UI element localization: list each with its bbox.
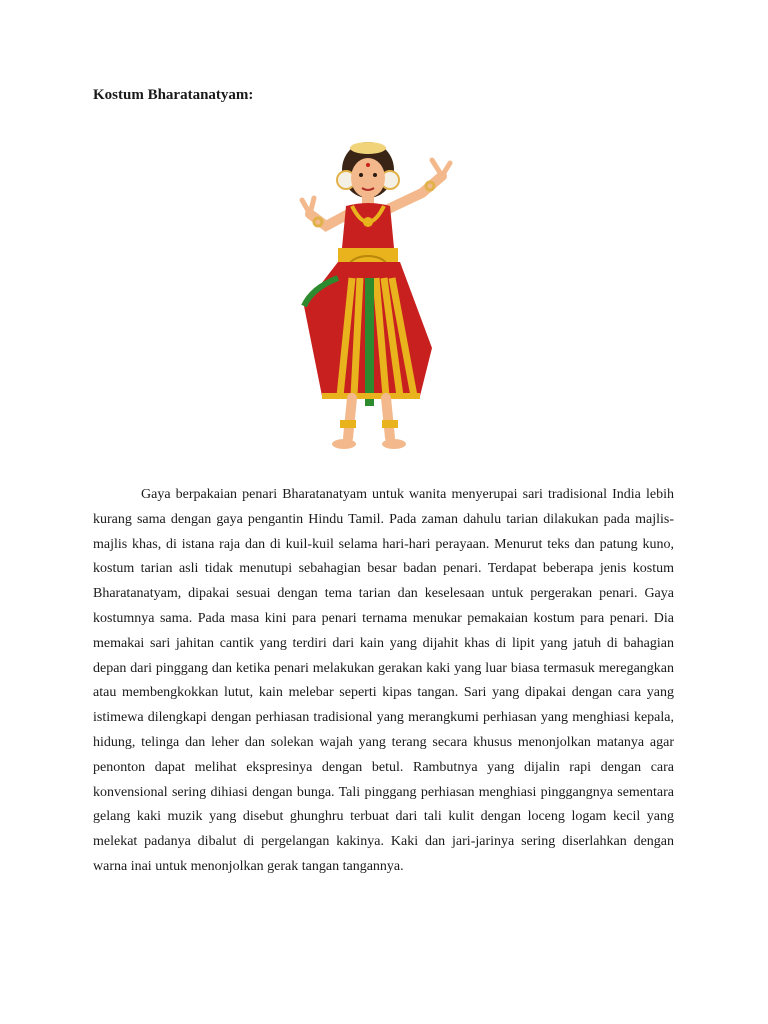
bharatanatyam-dancer-icon bbox=[282, 138, 462, 468]
body-paragraph: Gaya berpakaian penari Bharatanatyam untuk wanita menyerupai sari tradisional India lebih kurang sama dengan gaya pengantin Hindu Tamil. Pada zaman dahulu tarian dilakukan pada majlis-majlis khas, di istana raja dan di kuil-kuil selama hari-hari perayaan. Menurut teks dan patung kuno, kostum tarian asli tidak menutupi sebahagian besar badan penari. Terdapat beberapa jenis kostum Bharatanatyam, dipakai sesuai dengan tema tarian dan keselesaan untuk pergerakan penari. Gaya kostumnya sama. Pada masa kini para penari ternama menukar pemakaian kostum para penari. Dia memakai sari jahitan cantik yang terdiri dari kain yang dijahit khas di lipit yang jatuh di bahagian depan dari pinggang dan ketika penari melakukan gerakan kaki yang luar biasa termasuk meregangkan atau membengkokkan lutut, kain melebar seperti kipas tangan. Sari yang dipakai dengan cara yang istimewa dilengkapi dengan perhiasan tradisional yang merangkumi perhiasan yang menghiasi kepala, hidung, telinga dan leher dan solekan wajah yang terang secara khusus menonjolkan matanya agar penonton dapat melihat ekspresinya dengan betul. Rambutnya yang dijalin rapi dengan cara konvensional sering dihiasi dengan bunga. Tali pinggang perhiasan menghiasi pinggangnya sementara gelang kaki muzik yang disebut ghunghru terbuat dari tali kulit dengan loceng logam kecil yang melekat padanya dibalut di pergelangan kakinya. Kaki dan jari-jarinya sering diserlahkan dengan warna inai untuk menonjolkan gerak tangan tangannya. bbox=[93, 487, 674, 874]
page-title: Kostum Bharatanatyam: bbox=[93, 87, 254, 103]
dancer-illustration bbox=[282, 138, 462, 468]
